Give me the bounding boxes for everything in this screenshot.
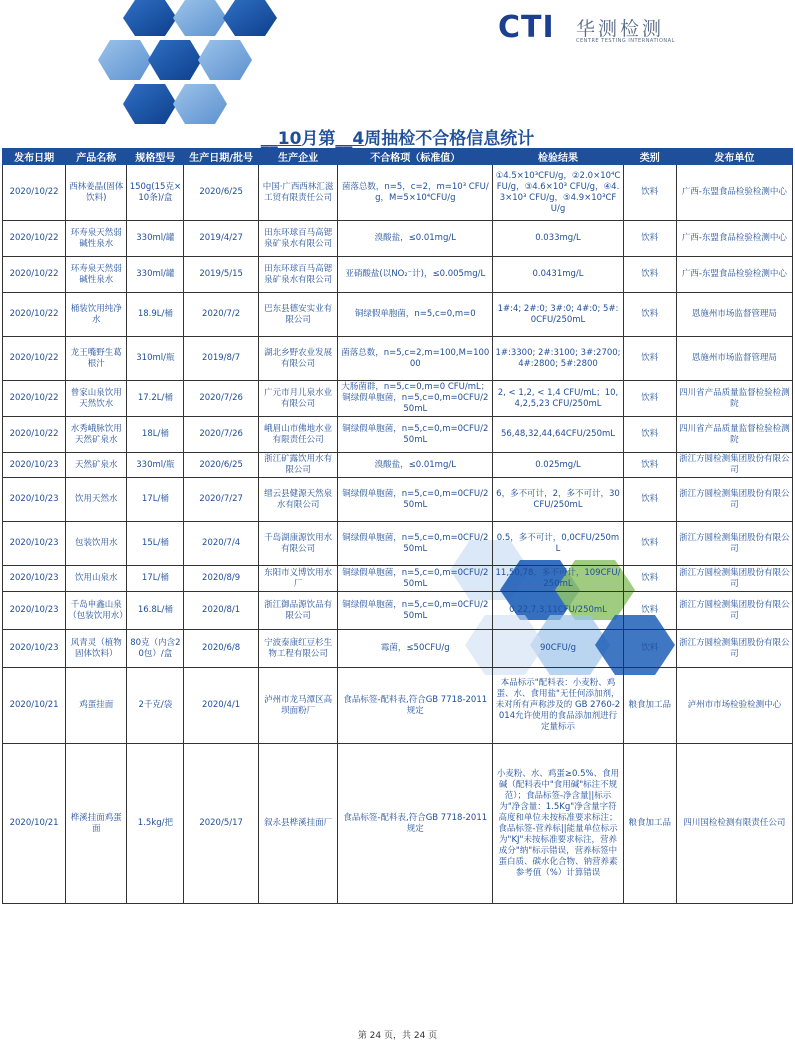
cell-manufacturer: 广元市月儿泉水业有限公司 [258, 381, 338, 417]
table-row [3, 417, 793, 453]
cell-publisher: 浙江方圆检测集团股份有限公司 [676, 630, 792, 668]
table-row [3, 744, 793, 904]
cell-product-name: 西林姜晶(固体饮料) [66, 165, 127, 221]
cell-publish-date: 2020/10/21 [3, 744, 66, 904]
cell-failed-item: 大肠菌群，n=5,c=0,m=0 CFU/mL；铜绿假单胞菌，n=5,c=0,m=0CFU/250mL [338, 381, 493, 417]
cell-product-name: 水秀峨脉饮用天然矿泉水 [66, 417, 127, 453]
cell-publisher: 浙江方圆检测集团股份有限公司 [676, 522, 792, 566]
cell-category: 饮料 [623, 337, 676, 381]
cell-publisher: 广西-东盟食品检验检测中心 [676, 165, 792, 221]
cell-production-date: 2020/7/26 [184, 381, 258, 417]
cell-production-date: 2019/5/15 [184, 257, 258, 293]
cell-production-date: 2020/4/1 [184, 668, 258, 744]
cell-failed-item: 溴酸盐，≤0.01mg/L [338, 453, 493, 478]
cell-publisher: 浙江方圆检测集团股份有限公司 [676, 592, 792, 630]
cell-manufacturer: 千岛湖康源饮用水有限公司 [258, 522, 338, 566]
cell-category: 饮料 [623, 165, 676, 221]
cell-manufacturer: 中国·广西西林汇滋工贸有限责任公司 [258, 165, 338, 221]
cell-product-name: 桦溪挂面鸡蛋面 [66, 744, 127, 904]
cell-production-date: 2020/6/8 [184, 630, 258, 668]
table-row [3, 381, 793, 417]
cell-product-name: 千岛申鑫山泉（包装饮用水） [66, 592, 127, 630]
cell-production-date: 2020/8/1 [184, 592, 258, 630]
header-publish-date: 发布日期 [3, 149, 66, 165]
cell-publisher: 浙江方圆检测集团股份有限公司 [676, 566, 792, 592]
table-row [3, 165, 793, 221]
cell-failed-item: 铜绿假单胞菌，n=5,c=0,m=0CFU/250mL [338, 417, 493, 453]
cell-failed-item: 食品标签-配料表,符合GB 7718-2011规定 [338, 668, 493, 744]
cell-production-date: 2020/7/27 [184, 478, 258, 522]
cell-publisher: 广西-东盟食品检验检测中心 [676, 257, 792, 293]
cell-spec: 1.5kg/把 [127, 744, 184, 904]
cell-product-name: 曾家山泉饮用天然饮水 [66, 381, 127, 417]
cell-publisher: 浙江方圆检测集团股份有限公司 [676, 478, 792, 522]
cell-failed-item: 铜绿假单胞菌，n=5,c=0,m=0CFU/250mL [338, 566, 493, 592]
cell-product-name: 龙王嘴野生葛根汁 [66, 337, 127, 381]
header-spec: 规格型号 [127, 149, 184, 165]
header-hexagon-artwork [95, 0, 285, 130]
table-row [3, 257, 793, 293]
cell-result: 6，多不可计，2，多不可计，30CFU/250mL [493, 478, 623, 522]
cell-publisher: 恩施州市场监督管理局 [676, 293, 792, 337]
cell-manufacturer: 巴东县德安实业有限公司 [258, 293, 338, 337]
cell-production-date: 2019/8/7 [184, 337, 258, 381]
cell-production-date: 2020/7/26 [184, 417, 258, 453]
cell-product-name: 风青灵（植物固体饮料） [66, 630, 127, 668]
cell-spec: 2千克/袋 [127, 668, 184, 744]
header-publisher: 发布单位 [676, 149, 792, 165]
table-row [3, 566, 793, 592]
cell-publish-date: 2020/10/23 [3, 478, 66, 522]
cell-production-date: 2019/4/27 [184, 221, 258, 257]
cell-spec: 330ml/罐 [127, 221, 184, 257]
cell-publish-date: 2020/10/22 [3, 381, 66, 417]
cell-result: 90CFU/g [493, 630, 623, 668]
cell-result: 小麦粉、水、鸡蛋≥0.5%、食用碱（配料表中"食用碱"标注不规范）；食品标签-净含量||标示为"净含量：1.5Kg"净含量字符高度和单位未按标准要求标注；食品标签-营养标||能量单位标示为"KJ"未按标准要求标注，营养成分"纳"标示错误，营养标签中蛋白质、碳水化合物、钠营养素参考值（%）计算错误 [493, 744, 623, 904]
cell-spec: 17L/桶 [127, 566, 184, 592]
cell-category: 饮料 [623, 453, 676, 478]
cell-production-date: 2020/6/25 [184, 165, 258, 221]
cell-category: 饮料 [623, 293, 676, 337]
cell-spec: 16.8L/桶 [127, 592, 184, 630]
cell-publisher: 四川省产品质量监督检验检测院 [676, 417, 792, 453]
logo-chinese-name: 华测检测 [576, 18, 665, 40]
cell-result: 0,22,7,3,11CFU/250mL [493, 592, 623, 630]
cell-publisher: 四川省产品质量监督检验检测院 [676, 381, 792, 417]
cell-product-name: 天然矿泉水 [66, 453, 127, 478]
cell-result: 11,50,78，多不可计，109CFU/250mL [493, 566, 623, 592]
cell-result: 56,48,32,44,64CFU/250mL [493, 417, 623, 453]
cell-publish-date: 2020/10/22 [3, 221, 66, 257]
cell-production-date: 2020/6/25 [184, 453, 258, 478]
cell-publisher: 浙江方圆检测集团股份有限公司 [676, 453, 792, 478]
cell-product-name: 环寿泉天然弱碱性泉水 [66, 221, 127, 257]
cell-publish-date: 2020/10/23 [3, 592, 66, 630]
cell-result: 0.025mg/L [493, 453, 623, 478]
header-product-name: 产品名称 [66, 149, 127, 165]
cell-product-name: 包装饮用水 [66, 522, 127, 566]
cell-spec: 150g(15克×10条)/盒 [127, 165, 184, 221]
cell-publisher: 恩施州市场监督管理局 [676, 337, 792, 381]
cti-logo [498, 12, 698, 46]
cell-category: 饮料 [623, 381, 676, 417]
table-row [3, 453, 793, 478]
cell-manufacturer: 浙江矿露饮用水有限公司 [258, 453, 338, 478]
inspection-table [2, 148, 793, 904]
cell-manufacturer: 宁波泰康红豆杉生物工程有限公司 [258, 630, 338, 668]
cell-product-name: 鸡蛋挂面 [66, 668, 127, 744]
table-row [3, 668, 793, 744]
cell-publish-date: 2020/10/23 [3, 566, 66, 592]
cell-failed-item: 铜绿假单胞菌，n=5,c=0,m=0 [338, 293, 493, 337]
table-row [3, 630, 793, 668]
table-header-row [3, 149, 793, 165]
cell-result: 1#:4; 2#:0; 3#:0; 4#:0; 5#:0CFU/250mL [493, 293, 623, 337]
table-row [3, 478, 793, 522]
cell-category: 饮料 [623, 630, 676, 668]
cell-failed-item: 菌落总数，n=5,c=2,m=100,M=10000 [338, 337, 493, 381]
header-category: 类别 [623, 149, 676, 165]
cell-publish-date: 2020/10/22 [3, 165, 66, 221]
cell-manufacturer: 东阳市义博饮用水厂 [258, 566, 338, 592]
title-week: 4 [352, 129, 365, 149]
cell-result: 1#:3300; 2#:3100; 3#:2700; 4#:2800; 5#:2800 [493, 337, 623, 381]
cell-spec: 330ml/瓶 [127, 453, 184, 478]
table-row [3, 337, 793, 381]
cell-product-name: 桶装饮用纯净水 [66, 293, 127, 337]
cell-publish-date: 2020/10/22 [3, 337, 66, 381]
cell-publish-date: 2020/10/22 [3, 293, 66, 337]
cell-failed-item: 铜绿假单胞菌，n=5,c=0,m=0CFU/250mL [338, 478, 493, 522]
table-row [3, 592, 793, 630]
title-month: 10 [277, 129, 302, 149]
cell-spec: 15L/桶 [127, 522, 184, 566]
page-footer: 第 24 页，共 24 页 [357, 1031, 438, 1041]
cell-manufacturer: 浙江御品源饮品有限公司 [258, 592, 338, 630]
cell-publish-date: 2020/10/22 [3, 417, 66, 453]
cell-publish-date: 2020/10/22 [3, 257, 66, 293]
cell-result: ①4.5×10³CFU/g，②2.0×10⁴CFU/g，③4.6×10³ CFU/g，④4.3×10³ CFU/g，⑤4.9×10³CFU/g [493, 165, 623, 221]
cell-failed-item: 铜绿假单胞菌，n=5,c=0,m=0CFU/250mL [338, 592, 493, 630]
cell-manufacturer: 缙云县健源天然泉水有限公司 [258, 478, 338, 522]
cell-production-date: 2020/7/4 [184, 522, 258, 566]
title-text-b: 周抽检不合格信息统计 [364, 129, 535, 149]
cell-failed-item: 食品标签-配料表,符合GB 7718-2011规定 [338, 744, 493, 904]
cell-failed-item: 亚硝酸盐(以NO₂⁻计)，≤0.005mg/L [338, 257, 493, 293]
cell-category: 饮料 [623, 566, 676, 592]
cell-publish-date: 2020/10/23 [3, 522, 66, 566]
cell-result: 本品标示"配料表：小麦粉、鸡蛋、水、食用盐"无任何添加剂，未对所有声称涉及的 GB 2760-2014允许使用的食品添加剂进行定量标示 [493, 668, 623, 744]
cell-manufacturer: 叙永县桦溪挂面厂 [258, 744, 338, 904]
cell-publisher: 四川国检检测有限责任公司 [676, 744, 792, 904]
cell-publisher: 广西-东盟食品检验检测中心 [676, 221, 792, 257]
cell-manufacturer: 湖北乡野农业发展有限公司 [258, 337, 338, 381]
cell-spec: 330ml/罐 [127, 257, 184, 293]
cell-category: 饮料 [623, 257, 676, 293]
cell-production-date: 2020/5/17 [184, 744, 258, 904]
cell-category: 粮食加工品 [623, 668, 676, 744]
title-text-a: 月第 [301, 129, 336, 149]
table-row [3, 293, 793, 337]
cell-publisher: 泸州市市场检验检测中心 [676, 668, 792, 744]
cell-manufacturer: 田东环球百马高锶泉矿泉水有限公司 [258, 257, 338, 293]
logo-english-name: CENTRE TESTING INTERNATIONAL [576, 38, 675, 44]
cell-publish-date: 2020/10/21 [3, 668, 66, 744]
cell-category: 饮料 [623, 478, 676, 522]
table-row [3, 522, 793, 566]
cell-result: 0.5，多不可计，0,0CFU/250mL [493, 522, 623, 566]
header-manufacturer: 生产企业 [258, 149, 338, 165]
cell-category: 饮料 [623, 221, 676, 257]
cell-manufacturer: 泸州市龙马潭区高坝面粉厂 [258, 668, 338, 744]
cell-result: 2, < 1,2, < 1,4 CFU/mL；10,4,2,5,23 CFU/250mL [493, 381, 623, 417]
cell-category: 饮料 [623, 417, 676, 453]
cell-spec: 80克（内含20包）/盒 [127, 630, 184, 668]
cell-failed-item: 铜绿假单胞菌，n=5,c=0,m=0CFU/250mL [338, 522, 493, 566]
cell-spec: 17.2L/桶 [127, 381, 184, 417]
cell-spec: 18L/桶 [127, 417, 184, 453]
cell-spec: 17L/桶 [127, 478, 184, 522]
cell-category: 饮料 [623, 592, 676, 630]
header-production-date: 生产日期/批号 [184, 149, 258, 165]
cell-spec: 310ml/瓶 [127, 337, 184, 381]
cell-manufacturer: 峨眉山市佛地水业有限责任公司 [258, 417, 338, 453]
cell-publish-date: 2020/10/23 [3, 453, 66, 478]
cell-product-name: 饮用山泉水 [66, 566, 127, 592]
cell-failed-item: 溴酸盐，≤0.01mg/L [338, 221, 493, 257]
header-result: 检验结果 [493, 149, 623, 165]
cell-product-name: 环寿泉天然弱碱性泉水 [66, 257, 127, 293]
page-title: __10月第__4周抽检不合格信息统计 [260, 129, 535, 149]
table-row [3, 221, 793, 257]
cell-spec: 18.9L/桶 [127, 293, 184, 337]
cell-result: 0.0431mg/L [493, 257, 623, 293]
cell-product-name: 饮用天然水 [66, 478, 127, 522]
cell-category: 粮食加工品 [623, 744, 676, 904]
cell-production-date: 2020/8/9 [184, 566, 258, 592]
cell-publish-date: 2020/10/23 [3, 630, 66, 668]
header-failed-item: 不合格项（标准值） [338, 149, 493, 165]
logo-brand: CTI [498, 10, 555, 45]
cell-production-date: 2020/7/2 [184, 293, 258, 337]
cell-result: 0.033mg/L [493, 221, 623, 257]
cell-manufacturer: 田东环球百马高锶泉矿泉水有限公司 [258, 221, 338, 257]
cell-failed-item: 霉菌，≤50CFU/g [338, 630, 493, 668]
cell-category: 饮料 [623, 522, 676, 566]
cell-failed-item: 菌落总数，n=5，c=2，m=10³ CFU/g，M=5×10⁴CFU/g [338, 165, 493, 221]
